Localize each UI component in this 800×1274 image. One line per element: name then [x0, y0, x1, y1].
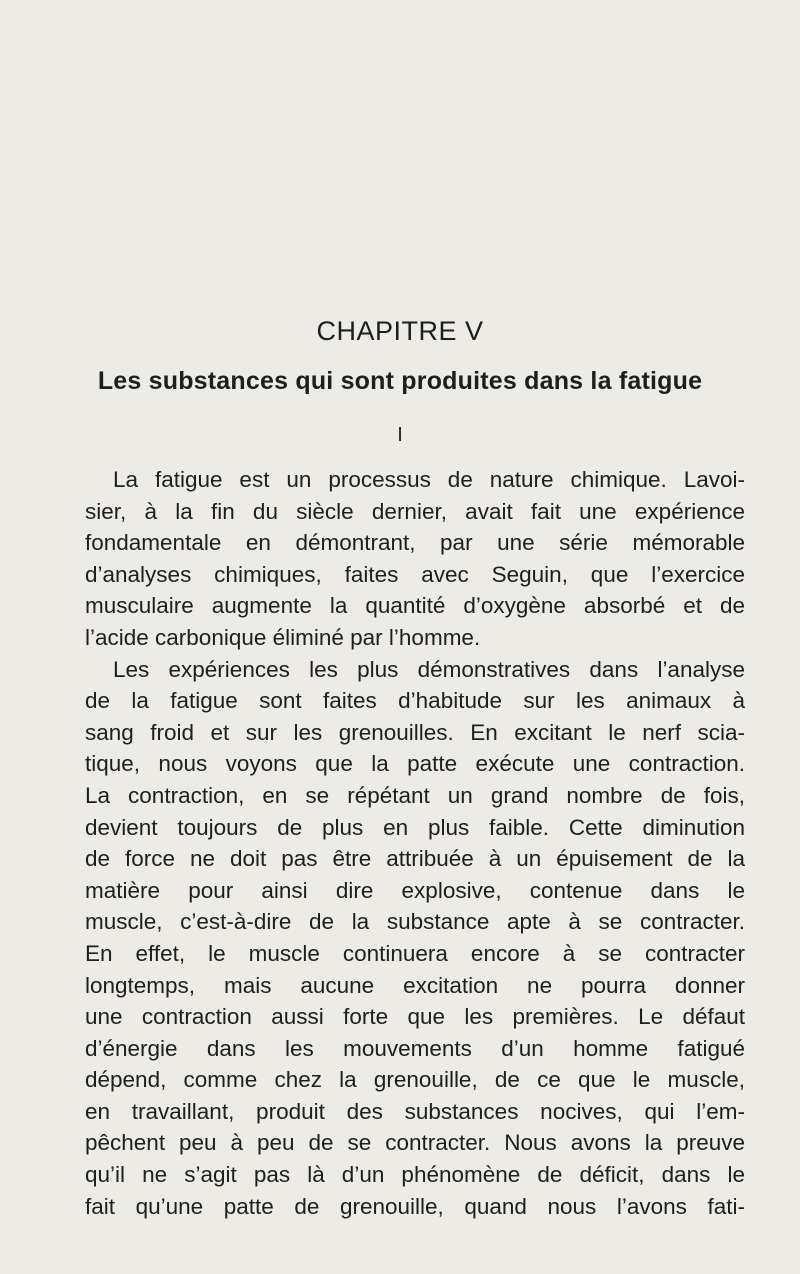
paragraph-2	[85, 654, 745, 1223]
body-text	[85, 464, 745, 1222]
text-line: musculaire augmente la quantité d’oxygène absorbé et de	[85, 593, 745, 619]
text-line: En effet, le muscle continuera encore à se contracter	[85, 940, 745, 966]
text-line: fait qu’une patte de grenouille, quand nous l’avons fati-	[85, 1193, 745, 1219]
text-line: de la fatigue sont faites d’habitude sur les animaux à	[85, 688, 745, 714]
text-line: fondamentale en démontrant, par une série mémorable	[85, 530, 745, 556]
text-line: l’acide carbonique éliminé par l’homme.	[85, 624, 481, 650]
text-line: longtemps, mais aucune excitation ne pourra donner	[85, 972, 745, 998]
section-number: I	[397, 424, 403, 446]
text-line: pêchent peu à peu de se contracter. Nous avons la preuve	[85, 1130, 745, 1156]
text-line: La contraction, en se répétant un grand nombre de fois,	[85, 782, 745, 808]
text-line: d’énergie dans les mouvements d’un homme fatigué	[85, 1035, 745, 1061]
text-line: d’analyses chimiques, faites avec Seguin, que l’exercice	[85, 561, 745, 587]
text-line: qu’il ne s’agit pas là d’un phénomène de déficit, dans le	[85, 1162, 745, 1188]
text-line: muscle, c’est-à-dire de la substance apte à se contracter.	[85, 909, 745, 935]
chapter-title: CHAPITRE V	[316, 316, 484, 346]
text-line: sang froid et sur les grenouilles. En excitant le nerf scia-	[85, 719, 745, 745]
section-title: Les substances qui sont produites dans la fatigue	[97, 367, 703, 395]
text-line: en travaillant, produit des substances nocives, qui l’em-	[85, 1098, 745, 1124]
paragraph-1	[85, 464, 745, 654]
text-line: sier, à la fin du siècle dernier, avait fait une expérience	[85, 498, 745, 524]
text-line: de force ne doit pas être attribuée à un épuisement de la	[85, 846, 745, 872]
text-line: tique, nous voyons que la patte exécute une contraction.	[85, 751, 745, 777]
text-line: une contraction aussi forte que les premières. Le défaut	[85, 1004, 745, 1030]
text-line: matière pour ainsi dire explosive, contenue dans le	[85, 877, 745, 903]
text-line: La fatigue est un processus de nature chimique. Lavoi-	[113, 467, 745, 492]
text-line: dépend, comme chez la grenouille, de ce que le muscle,	[85, 1067, 745, 1093]
text-line: devient toujours de plus en plus faible. Cette diminution	[85, 814, 745, 840]
text-line: Les expériences les plus démonstratives dans l’analyse	[113, 656, 745, 682]
